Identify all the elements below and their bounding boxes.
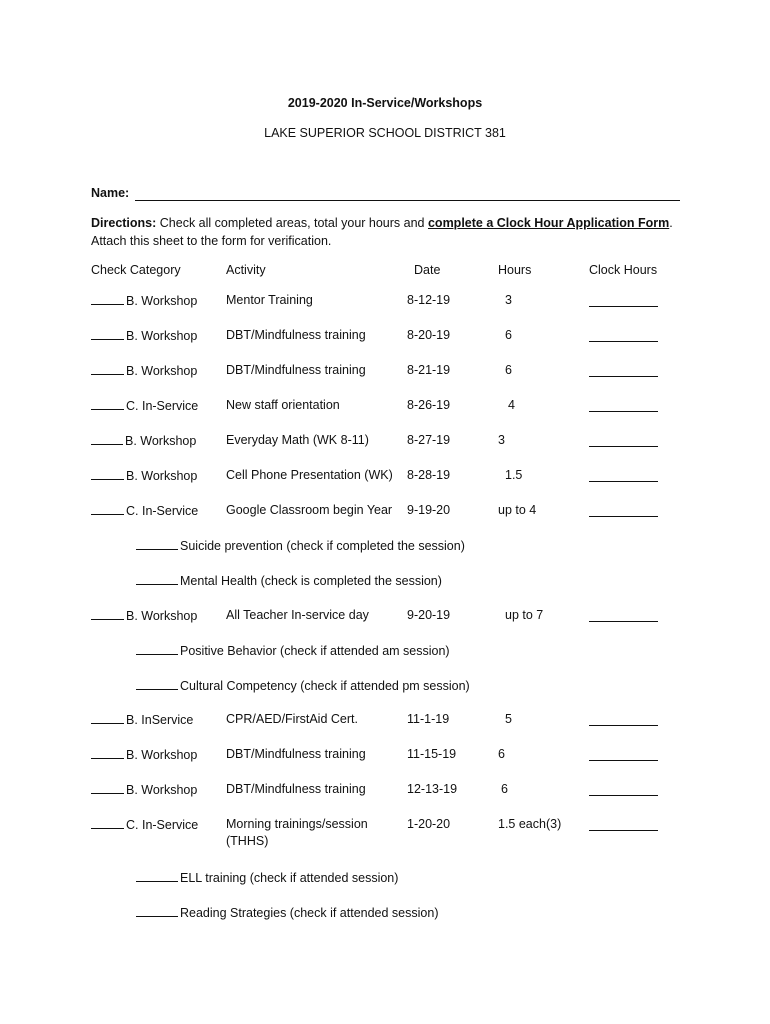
clock-hours-field[interactable] bbox=[589, 830, 658, 831]
row-hours: 6 bbox=[505, 328, 512, 342]
clock-hours-field[interactable] bbox=[589, 621, 658, 622]
row-date: 11-15-19 bbox=[407, 747, 457, 761]
check-blank[interactable] bbox=[91, 781, 124, 794]
table-row bbox=[91, 607, 197, 624]
check-blank[interactable] bbox=[136, 642, 178, 655]
row-hours: 5 bbox=[505, 712, 512, 726]
check-blank[interactable] bbox=[91, 607, 124, 620]
check-blank[interactable] bbox=[136, 869, 178, 882]
row-hours: 1.5 bbox=[505, 468, 523, 482]
row-activity: DBT/Mindfulness training bbox=[226, 782, 366, 796]
row-hours: 3 bbox=[498, 433, 505, 447]
sub-item-label: Positive Behavior (check if attended am session) bbox=[180, 644, 450, 658]
row-hours: 4 bbox=[508, 398, 515, 412]
sub-item bbox=[136, 537, 465, 554]
clock-hours-field[interactable] bbox=[589, 725, 658, 726]
row-date: 8-26-19 bbox=[407, 398, 451, 412]
table-row bbox=[91, 432, 196, 449]
row-hours: up to 4 bbox=[498, 503, 537, 517]
sub-item bbox=[136, 869, 398, 886]
row-activity: Morning trainings/session bbox=[226, 817, 368, 831]
row-category: C. In-Service bbox=[126, 399, 199, 413]
directions-line2: Attach this sheet to the form for verification. bbox=[91, 234, 332, 248]
row-category: B. Workshop bbox=[126, 329, 198, 343]
col-header-activity: Activity bbox=[226, 263, 266, 277]
clock-hours-field[interactable] bbox=[589, 341, 658, 342]
check-blank[interactable] bbox=[136, 572, 178, 585]
row-date: 9-19-20 bbox=[407, 503, 451, 517]
clock-hours-field[interactable] bbox=[589, 306, 658, 307]
row-date: 8-21-19 bbox=[407, 363, 451, 377]
clock-hours-field[interactable] bbox=[589, 760, 658, 761]
table-row bbox=[91, 781, 197, 798]
row-date: 8-20-19 bbox=[407, 328, 451, 342]
row-date: 8-12-19 bbox=[407, 293, 451, 307]
table-row bbox=[91, 362, 197, 379]
clock-hour-form-link[interactable]: complete a Clock Hour Application Form bbox=[427, 216, 670, 230]
clock-hours-field[interactable] bbox=[589, 516, 658, 517]
row-activity: DBT/Mindfulness training bbox=[226, 747, 366, 761]
clock-hours-field[interactable] bbox=[589, 411, 658, 412]
table-row bbox=[91, 292, 197, 309]
sub-item bbox=[136, 904, 438, 921]
sub-item-label: Mental Health (check is completed the session) bbox=[180, 574, 442, 588]
col-header-clock-hours: Clock Hours bbox=[589, 263, 658, 277]
row-category: B. Workshop bbox=[126, 748, 198, 762]
row-activity: All Teacher In-service day bbox=[226, 608, 369, 622]
table-row bbox=[91, 467, 197, 484]
table-row bbox=[91, 816, 198, 833]
col-header-category: Check Category bbox=[91, 263, 181, 277]
table-row bbox=[91, 397, 198, 414]
clock-hours-field[interactable] bbox=[589, 446, 658, 447]
name-label: Name: bbox=[91, 186, 130, 200]
row-activity: DBT/Mindfulness training bbox=[226, 328, 366, 342]
row-category: C. In-Service bbox=[126, 504, 199, 518]
col-header-date: Date bbox=[414, 263, 441, 277]
directions-label: Directions: bbox=[91, 216, 157, 230]
row-category: B. Workshop bbox=[126, 783, 198, 797]
row-category: B. Workshop bbox=[126, 609, 198, 623]
check-blank[interactable] bbox=[91, 397, 124, 410]
row-activity: DBT/Mindfulness training bbox=[226, 363, 366, 377]
sub-item-label: Cultural Competency (check if attended pm session) bbox=[180, 679, 470, 693]
row-category: C. In-Service bbox=[126, 818, 199, 832]
check-blank[interactable] bbox=[91, 432, 123, 445]
row-hours: up to 7 bbox=[505, 608, 544, 622]
row-activity: New staff orientation bbox=[226, 398, 340, 412]
row-category: B. Workshop bbox=[125, 434, 197, 448]
check-blank[interactable] bbox=[136, 904, 178, 917]
sub-item bbox=[136, 642, 450, 659]
check-blank[interactable] bbox=[91, 746, 124, 759]
table-row bbox=[91, 711, 193, 728]
district-name: LAKE SUPERIOR SCHOOL DISTRICT 381 bbox=[264, 126, 506, 140]
row-activity: CPR/AED/FirstAid Cert. bbox=[226, 712, 358, 726]
directions-end: . bbox=[669, 216, 673, 230]
row-hours: 1.5 each(3) bbox=[498, 817, 562, 831]
row-category: B. InService bbox=[126, 713, 194, 727]
row-activity: Everyday Math (WK 8-11) bbox=[226, 433, 369, 447]
row-date: 9-20-19 bbox=[407, 608, 451, 622]
sub-item-label: ELL training (check if attended session) bbox=[180, 871, 399, 885]
directions bbox=[91, 215, 673, 231]
col-header-hours: Hours bbox=[498, 263, 532, 277]
row-date: 8-28-19 bbox=[407, 468, 451, 482]
row-hours: 6 bbox=[501, 782, 508, 796]
row-category: B. Workshop bbox=[126, 364, 198, 378]
check-blank[interactable] bbox=[136, 677, 178, 690]
check-blank[interactable] bbox=[91, 816, 124, 829]
table-row bbox=[91, 502, 198, 519]
clock-hours-field[interactable] bbox=[589, 481, 658, 482]
clock-hours-field[interactable] bbox=[589, 795, 658, 796]
row-hours: 6 bbox=[498, 747, 505, 761]
check-blank[interactable] bbox=[91, 327, 124, 340]
row-date: 12-13-19 bbox=[407, 782, 458, 796]
sub-item bbox=[136, 677, 470, 694]
name-field[interactable] bbox=[135, 200, 680, 201]
check-blank[interactable] bbox=[91, 467, 124, 480]
check-blank[interactable] bbox=[91, 292, 124, 305]
sub-item bbox=[136, 572, 442, 589]
check-blank[interactable] bbox=[91, 362, 124, 375]
row-date: 8-27-19 bbox=[407, 433, 451, 447]
form-title: 2019-2020 In-Service/Workshops bbox=[287, 96, 483, 110]
sub-item-label: Reading Strategies (check if attended session) bbox=[180, 906, 439, 920]
row-date: 1-20-20 bbox=[407, 817, 451, 831]
clock-hours-field[interactable] bbox=[589, 376, 658, 377]
row-category: B. Workshop bbox=[126, 469, 198, 483]
row-activity: Mentor Training bbox=[226, 293, 313, 307]
row-hours: 3 bbox=[505, 293, 512, 307]
row-date: 11-1-19 bbox=[407, 712, 450, 726]
row-category: B. Workshop bbox=[126, 294, 198, 308]
row-activity: Google Classroom begin Year bbox=[226, 503, 393, 517]
sub-item-label: Suicide prevention (check if completed the session) bbox=[180, 539, 465, 553]
table-row bbox=[91, 746, 197, 763]
table-row bbox=[91, 327, 197, 344]
directions-text: Check all completed areas, total your hours and bbox=[156, 216, 428, 230]
check-blank[interactable] bbox=[91, 711, 124, 724]
row-hours: 6 bbox=[505, 363, 512, 377]
row-activity: Cell Phone Presentation (WK) bbox=[226, 468, 393, 482]
check-blank[interactable] bbox=[136, 537, 178, 550]
row-activity-line2: (THHS) bbox=[226, 834, 269, 848]
check-blank[interactable] bbox=[91, 502, 124, 515]
